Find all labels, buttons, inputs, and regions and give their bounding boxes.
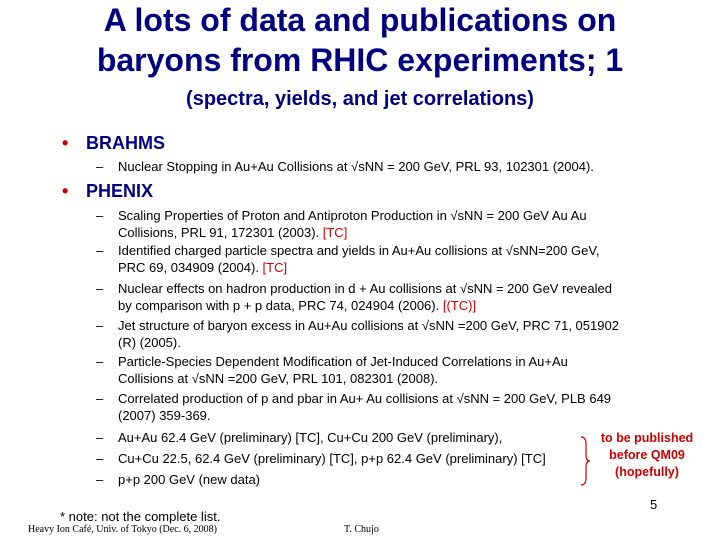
slide-subtitle: (spectra, yields, and jet correlations) <box>186 88 534 110</box>
item-line: Collisions at √sNN =200 GeV, PRL 101, 082301 (2008). <box>118 371 439 386</box>
publish-note-line: before QM09 <box>609 448 685 462</box>
dash-marker: – <box>96 281 104 296</box>
tc-tag: [(TC)] <box>442 298 477 313</box>
item-text <box>118 280 666 314</box>
item-text <box>118 207 666 241</box>
section-label: BRAHMS <box>86 133 165 153</box>
item-text <box>118 317 666 351</box>
item-text <box>118 242 666 276</box>
item-line: PRC 69, 034909 (2004). [TC] <box>118 260 288 275</box>
item-line: Particle-Species Dependent Modification of Jet-Induced Correlations in Au+Au <box>118 354 568 369</box>
item-text: Nuclear Stopping in Au+Au Collisions at √sNN = 200 GeV, PRL 93, 102301 (2004). <box>118 159 594 174</box>
item-text: Au+Au 62.4 GeV (preliminary) [TC], Cu+Cu 200 GeV (preliminary), <box>118 430 503 445</box>
item-line: (R) (2005). <box>118 335 181 350</box>
page-number: 5 <box>650 497 658 512</box>
item-text: p+p 200 GeV (new data) <box>118 472 261 487</box>
dash-marker: – <box>96 430 104 445</box>
item-line: Correlated production of p and pbar in Au+ Au collisions at √sNN = 200 GeV, PLB 649 <box>118 391 612 406</box>
item-text: Cu+Cu 22.5, 62.4 GeV (preliminary) [TC], p+p 62.4 GeV (preliminary) [TC] <box>118 451 546 466</box>
footer-author: T. Chujo <box>344 524 379 535</box>
dash-marker: – <box>96 451 104 466</box>
item-text <box>118 390 666 424</box>
item-line: by comparison with p + p data, PRC 74, 024904 (2006). [(TC)] <box>118 298 477 313</box>
item-line: (2007) 359-369. <box>118 408 211 423</box>
dash-marker: – <box>96 208 104 223</box>
dash-marker: – <box>96 159 104 174</box>
section-phenix <box>62 180 153 202</box>
dash-marker: – <box>96 243 104 258</box>
tc-tag: [TC] <box>322 225 348 240</box>
item-line: Jet structure of baryon excess in Au+Au collisions at √sNN =200 GeV, PRC 71, 051902 <box>118 318 619 333</box>
footer-venue: Heavy Ion Café, Univ. of Tokyo (Dec. 6, 2008) <box>28 524 217 535</box>
item-line: Nuclear effects on hadron production in d + Au collisions at √sNN = 200 GeV revealed <box>118 281 612 296</box>
publish-note-line: to be published <box>600 431 694 445</box>
item-line: Scaling Properties of Proton and Antiproton Production in √sNN = 200 GeV Au Au <box>118 208 587 223</box>
section-brahms <box>62 132 165 154</box>
item-line: Identified charged particle spectra and yields in Au+Au collisions at √sNN=200 GeV, <box>118 243 600 258</box>
publish-note-line: (hopefully) <box>615 465 679 479</box>
item-line: Collisions, PRL 91, 172301 (2003). [TC] <box>118 225 348 240</box>
section-label: PHENIX <box>86 181 154 201</box>
dash-marker: – <box>96 472 104 487</box>
slide-title-line-2: baryons from RHIC experiments; 1 <box>96 42 624 78</box>
tc-tag: [TC] <box>262 260 288 275</box>
footnote: * note: not the complete list. <box>60 509 221 524</box>
dash-marker: – <box>96 391 104 406</box>
slide-title-line-1: A lots of data and publications on <box>103 2 617 38</box>
bullet-icon: • <box>62 133 69 153</box>
dash-marker: – <box>96 354 104 369</box>
publish-note <box>588 430 706 481</box>
bullet-icon: • <box>62 181 69 201</box>
item-text <box>118 353 666 387</box>
dash-marker: – <box>96 318 104 333</box>
